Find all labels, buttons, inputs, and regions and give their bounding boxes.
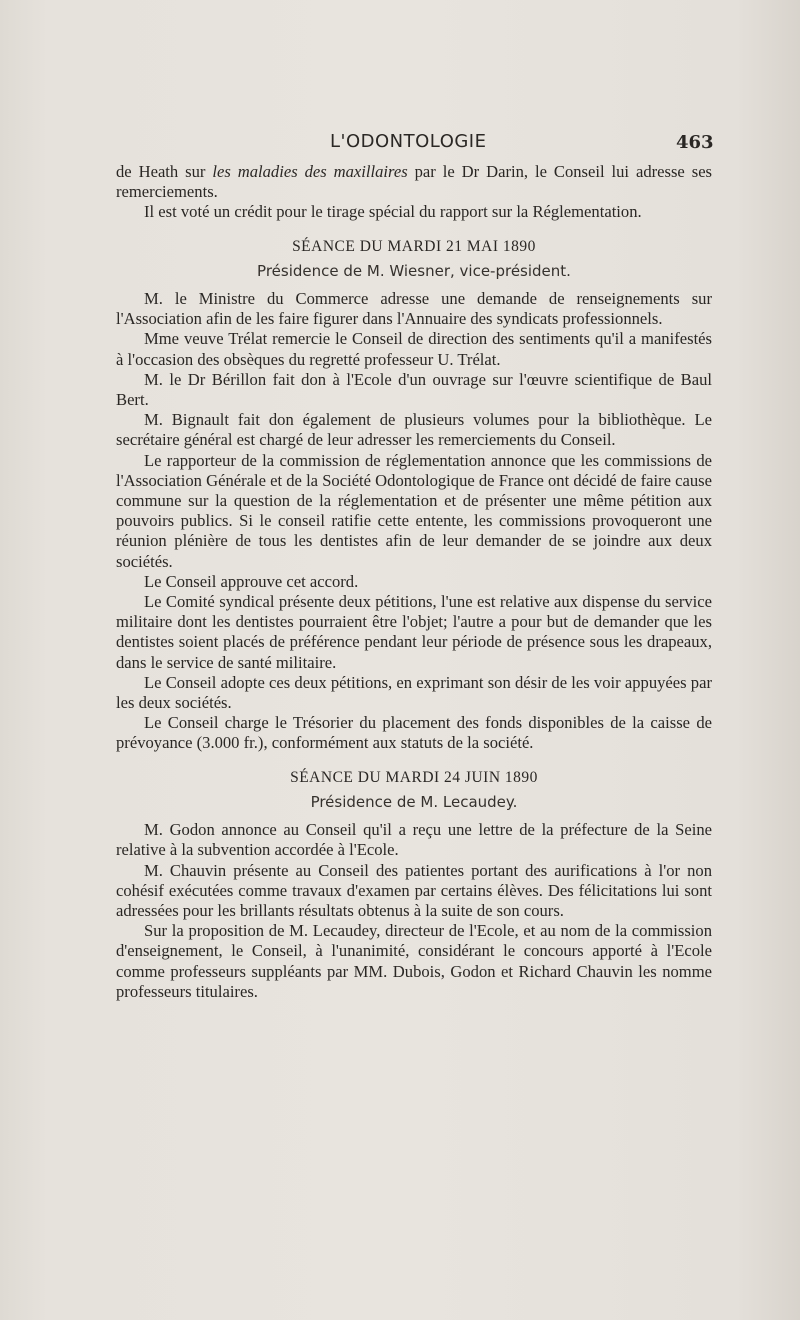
session1-paragraph: M. Bignault fait don également de plusieurs volumes pour la bibliothèque. Le secrétaire général est chargé de leur adresser les remerciements du Conseil.	[116, 410, 712, 450]
body-text	[116, 162, 712, 1002]
session1-paragraph: Le rapporteur de la commission de réglementation annonce que les commissions de l'Association Générale et de la Société Odontologique de France ont décidé de faire cause commune sur la question de la réglementation et de présenter une même pétition aux pouvoirs publics. Si le conseil ratifie cette entente, les commissions provoqueront une réunion plénière de tous les dentistes afin de leur demander de se joindre aux deux sociétés.	[116, 450, 712, 571]
page-number: 463	[676, 132, 714, 153]
intro-paragraph-1: de Heath sur les maladies des maxillaires par le Dr Darin, le Conseil lui adresse ses remerciements.	[116, 162, 713, 202]
session-title-1: SÉANCE DU MARDI 21 MAI 1890	[292, 237, 536, 255]
running-title: L'ODONTOLOGIE	[330, 131, 487, 152]
intro-paragraph-2: Il est voté un crédit pour le tirage spécial du rapport sur la Réglementation.	[144, 202, 642, 222]
session2-paragraph: M. Godon annonce au Conseil qu'il a reçu une lettre de la préfecture de la Seine relative à la subvention accordée à l'Ecole.	[116, 820, 712, 860]
session-presidence-1: Présidence de M. Wiesner, vice-président.	[257, 261, 571, 280]
page-header	[0, 131, 800, 155]
session1-paragraph: Le Conseil approuve cet accord.	[144, 571, 359, 591]
session1-paragraph: Le Conseil charge le Trésorier du placement des fonds disponibles de la caisse de prévoyance (3.000 fr.), conformément aux statuts de la société.	[116, 713, 712, 753]
session-presidence-2: Présidence de M. Lecaudey.	[310, 792, 518, 811]
session2-paragraph: M. Chauvin présente au Conseil des patientes portant des aurifications à l'or non cohésif exécutées comme travaux d'examen par certains élèves. Des félicitations lui sont adressées pour les brillants résultats obtenus à la suite de son cours.	[116, 860, 712, 920]
session-title-2: SÉANCE DU MARDI 24 JUIN 1890	[290, 768, 538, 786]
session2-paragraph: Sur la proposition de M. Lecaudey, directeur de l'Ecole, et au nom de la commission d'enseignement, le Conseil, à l'unanimité, considérant le concours apporté à l'Ecole comme professeurs suppléants par MM. Dubois, Godon et Richard Chauvin les nomme professeurs titulaires.	[116, 921, 712, 1001]
session1-paragraph: Le Comité syndical présente deux pétitions, l'une est relative aux dispense du service militaire dont les dentistes pourraient être l'objet; l'autre a pour but de demander que les dentistes soient placés de préférence pendant leur période de présence sous les drapeaux, dans le service de santé militaire.	[116, 592, 712, 672]
book-title: les maladies des maxillaires	[212, 162, 408, 181]
session1-paragraph: Le Conseil adopte ces deux pétitions, en exprimant son désir de les voir appuyées par les deux sociétés.	[116, 672, 712, 713]
session1-paragraph: Mme veuve Trélat remercie le Conseil de direction des sentiments qu'il a manifestés à l'occasion des obsèques du regretté professeur U. Trélat.	[116, 329, 712, 369]
session1-paragraph: M. le Ministre du Commerce adresse une demande de renseignements sur l'Association afin de les faire figurer dans l'Annuaire des syndicats professionnels.	[116, 289, 712, 329]
session1-paragraph: M. le Dr Bérillon fait don à l'Ecole d'un ouvrage sur l'œuvre scientifique de Baul Bert.	[116, 369, 712, 410]
